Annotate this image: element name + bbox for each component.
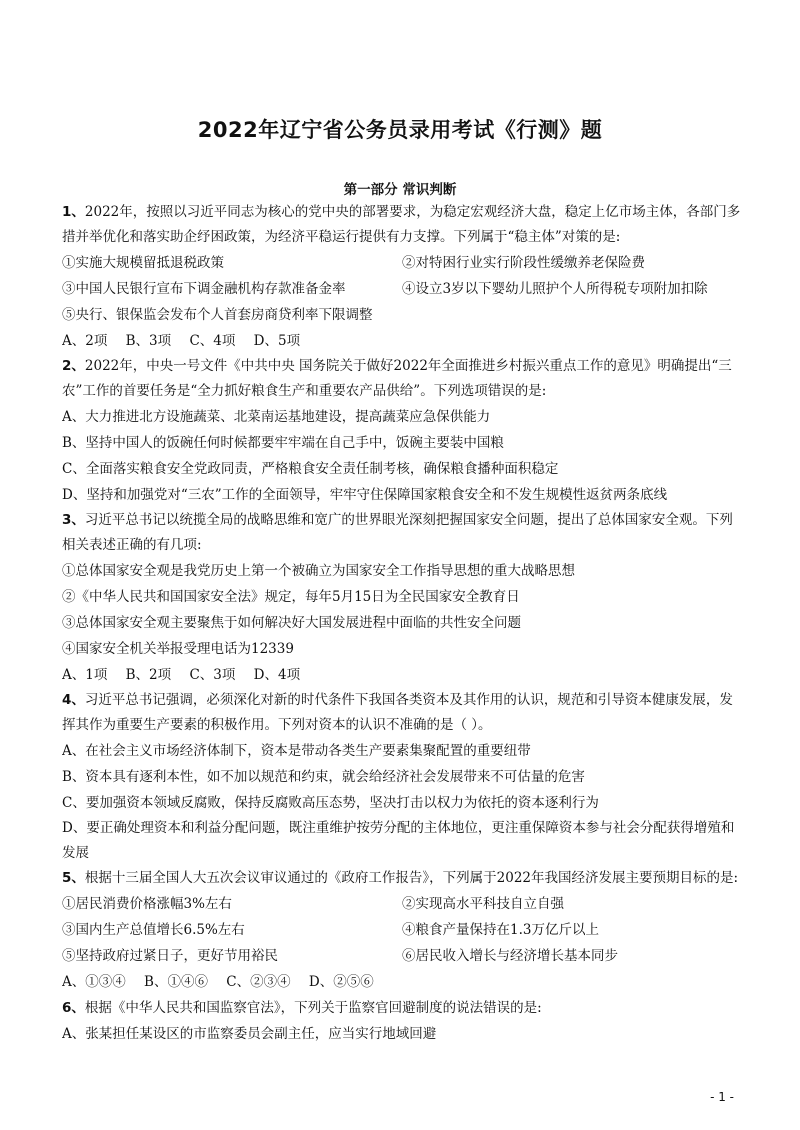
option-d: D、坚持和加强党对“三农”工作的全面领导，牢牢守住保障国家粮食安全和不发生规模性返贫两条底线	[62, 487, 668, 503]
statement: ①居民消费价格涨幅3%左右	[62, 896, 232, 912]
question-4	[62, 688, 742, 866]
question-3	[62, 508, 742, 688]
question-text: 2022年，按照以习近平同志为核心的党中央的部署要求，为稳定宏观经济大盘，稳定上亿市场主体，各部门多措并举优化和落实助企纾困政策，为经济平稳运行提供有力支撑。下列属于“稳主体”对策的是:	[62, 204, 741, 245]
statement: ④设立3岁以下婴幼儿照护个人所得税专项附加扣除	[402, 281, 708, 297]
option-a: A、1项	[62, 667, 108, 683]
answer-options	[62, 969, 742, 995]
statement: ③中国人民银行宣布下调金融机构存款准备金率	[62, 281, 346, 297]
statement: ④国家安全机关举报受理电话为12339	[62, 641, 294, 657]
statement: ②《中华人民共和国国家安全法》规定，每年5月15日为全民国家安全教育日	[62, 589, 520, 605]
option-c: C、4项	[189, 333, 236, 349]
question-number: 3、	[62, 512, 85, 528]
statement: ①实施大规模留抵退税政策	[62, 255, 224, 271]
answer-options	[62, 662, 742, 688]
option-a: A、①③④	[62, 974, 126, 990]
option-c: C、3项	[189, 667, 236, 683]
question-number: 2、	[62, 358, 85, 374]
option-b: B、2项	[125, 667, 172, 683]
statement: ②实现高水平科技自立自强	[402, 896, 564, 912]
question-stem	[62, 688, 742, 738]
question-stem	[62, 354, 742, 404]
option-b: B、资本具有逐利本性，如不加以规范和约束，就会给经济社会发展带来不可估量的危害	[62, 769, 585, 785]
statement: ④粮食产量保持在1.3万亿斤以上	[402, 922, 599, 938]
option-a: A、张某担任某设区的市监察委员会副主任，应当实行地域回避	[62, 1026, 437, 1042]
question-number: 4、	[62, 692, 85, 708]
statement: ②对特困行业实行阶段性缓缴养老保险费	[402, 255, 645, 271]
statement-row	[62, 276, 742, 302]
option-c: C、要加强资本领域反腐败，保持反腐败高压态势，坚决打击以权力为依托的资本逐利行为	[62, 795, 599, 811]
question-text: 习近平总书记以统揽全局的战略思维和宽广的世界眼光深刻把握国家安全问题，提出了总体国家安全观。下列相关表述正确的有几项:	[62, 512, 733, 553]
statement: ③国内生产总值增长6.5%左右	[62, 922, 245, 938]
question-text: 根据《中华人民共和国监察官法》，下列关于监察官回避制度的说法错误的是:	[84, 1000, 542, 1016]
option-a: A、2项	[62, 333, 108, 349]
option-b: B、3项	[125, 333, 172, 349]
page-title: 2022年辽宁省公务员录用考试《行测》题	[197, 118, 603, 142]
question-number: 1、	[62, 204, 85, 220]
statement: ⑤坚持政府过紧日子，更好节用裕民	[62, 948, 278, 964]
exam-content	[62, 200, 742, 1047]
option-d: D、要正确处理资本和利益分配问题，既注重维护按劳分配的主体地位，更注重保障资本参与社会分配获得增殖和发展	[62, 820, 735, 861]
question-stem	[62, 995, 742, 1021]
question-1	[62, 200, 742, 354]
statement: ⑥居民收入增长与经济增长基本同步	[402, 948, 618, 964]
question-text: 2022年，中央一号文件《中共中央 国务院关于做好2022年全面推进乡村振兴重点工作的意见》明确提出“三农”工作的首要任务是“全力抓好粮食生产和重要农产品供给”。下列选项错误的是:	[62, 358, 732, 399]
section-title: 第一部分 常识判断	[343, 182, 457, 198]
statement-row	[62, 917, 742, 943]
statement: ③总体国家安全观主要聚焦于如何解决好大国发展进程中面临的共性安全问题	[62, 615, 521, 631]
question-number: 6、	[62, 1000, 85, 1016]
statement-row	[62, 943, 742, 969]
question-stem	[62, 508, 742, 558]
statement: ⑤央行、银保监会发布个人首套房商贷利率下限调整	[62, 307, 373, 323]
statement-row	[62, 891, 742, 917]
answer-options	[62, 328, 742, 354]
statement-row	[62, 250, 742, 276]
option-c: C、全面落实粮食安全党政同责，严格粮食安全责任制考核，确保粮食播种面积稳定	[62, 461, 559, 477]
question-5	[62, 866, 742, 995]
option-b: B、坚持中国人的饭碗任何时候都要牢牢端在自己手中，饭碗主要装中国粮	[62, 435, 504, 451]
question-text: 习近平总书记强调，必须深化对新的时代条件下我国各类资本及其作用的认识，规范和引导资本健康发展，发挥其作为重要生产要素的积极作用。下列对资本的认识不准确的是（ ）。	[62, 692, 733, 733]
option-c: C、②③④	[226, 974, 291, 990]
question-2	[62, 354, 742, 508]
option-a: A、大力推进北方设施蔬菜、北菜南运基地建设，提高蔬菜应急保供能力	[62, 409, 491, 425]
option-d: D、4项	[253, 667, 301, 683]
page-number: - 1 -	[710, 1090, 734, 1104]
question-text: 根据十三届全国人大五次会议审议通过的《政府工作报告》，下列属于2022年我国经济发展主要预期目标的是:	[84, 870, 739, 886]
option-b: B、①④⑥	[144, 974, 208, 990]
option-a: A、在社会主义市场经济体制下，资本是带动各类生产要素集聚配置的重要纽带	[62, 743, 531, 759]
statement: ①总体国家安全观是我党历史上第一个被确立为国家安全工作指导思想的重大战略思想	[62, 563, 575, 579]
question-6	[62, 995, 742, 1047]
question-number: 5、	[62, 870, 85, 886]
option-d: D、5项	[253, 333, 301, 349]
question-stem	[62, 200, 742, 250]
option-d: D、②⑤⑥	[308, 974, 374, 990]
question-stem	[62, 866, 742, 891]
